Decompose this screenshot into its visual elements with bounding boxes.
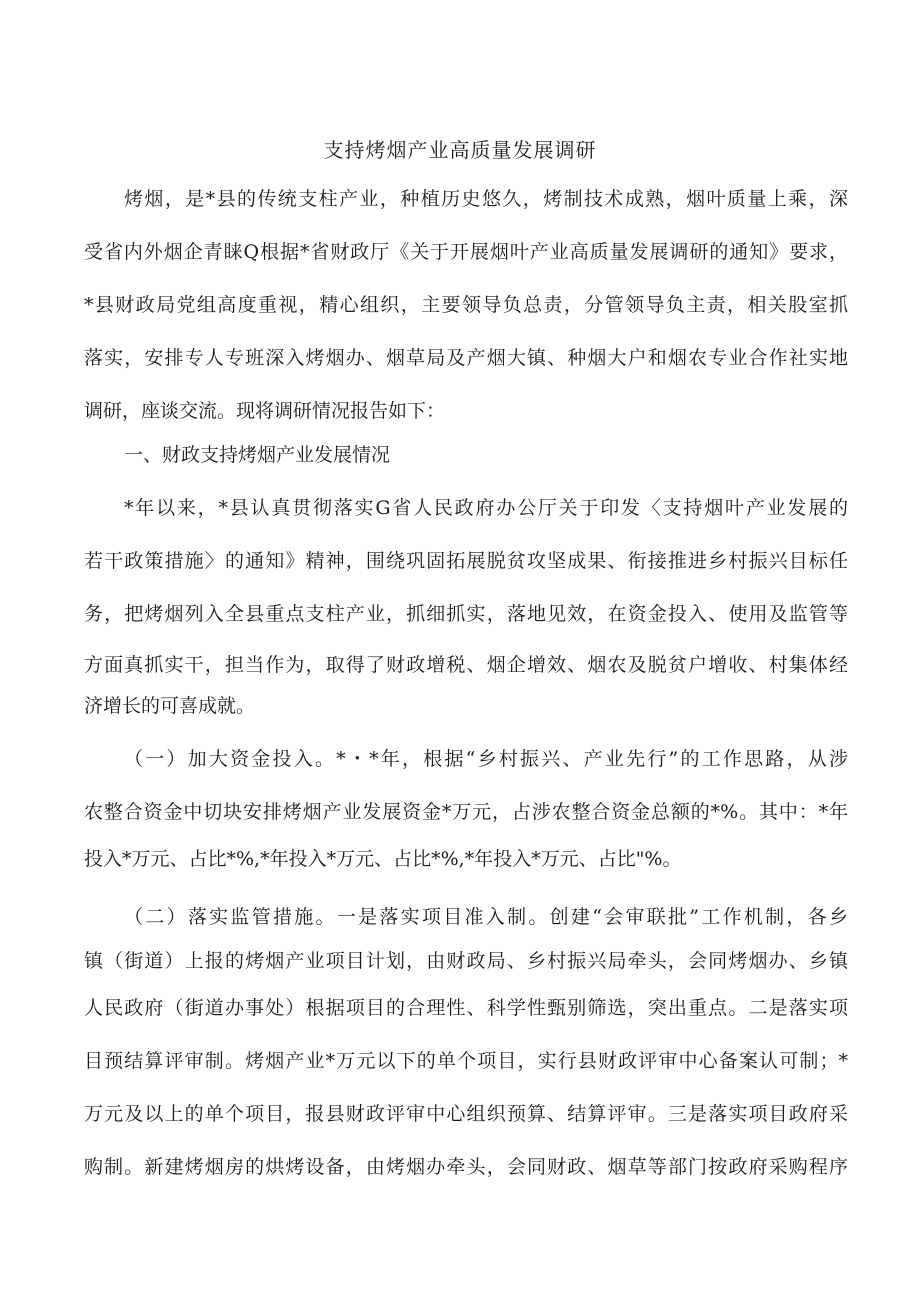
paragraph-line: 镇（街道）上报的烤烟产业项目计划，由财政局、乡村振兴局牵头，会同烤烟办、乡镇	[84, 950, 848, 972]
paragraph-line: *县财政局党组高度重视，精心组织，主要领导负总责，分管领导负主责，相关股室抓	[84, 294, 848, 316]
paragraph-line: 农整合资金中切块安排烤烟产业发展资金*万元，占涉农整合资金总额的*%。其中：*年	[84, 801, 848, 823]
section-heading: 一、财政支持烤烟产业发展情况	[124, 444, 391, 466]
paragraph-line: 方面真抓实干，担当作为，取得了财政增税、烟企增效、烟农及脱贫户增收、村集体经	[84, 654, 848, 676]
paragraph-line: 万元及以上的单个项目，报县财政评审中心组织预算、结算评审。三是落实项目政府采	[84, 1103, 848, 1125]
paragraph-line: 调研，座谈交流。现将调研情况报告如下：	[84, 400, 446, 422]
paragraph-line: *年以来，*县认真贯彻落实G省人民政府办公厅关于印发〈支持烟叶产业发展的	[124, 497, 848, 519]
paragraph-line: 人民政府（街道办事处）根据项目的合理性、科学性甄别筛选，突出重点。二是落实项	[84, 997, 848, 1019]
paragraph-line: 目预结算评审制。烤烟产业*万元以下的单个项目，实行县财政评审中心备案认可制；*	[84, 1050, 848, 1072]
paragraph-line: （一）加大资金投入。*・*年，根据“乡村振兴、产业先行”的工作思路，从涉	[124, 748, 848, 770]
paragraph-line: 落实，安排专人专班深入烤烟办、烟草局及产烟大镇、种烟大户和烟农专业合作社实地	[84, 347, 848, 369]
paragraph-line: 投入*万元、占比*%,*年投入*万元、占比*%,*年投入*万元、占比"%。	[84, 848, 682, 870]
paragraph-line: 烤烟，是*县的传统支柱产业，种植历史悠久，烤制技术成熟，烟叶质量上乘，深	[124, 188, 848, 210]
paragraph-line: （二）落实监管措施。一是落实项目准入制。创建“会审联批”工作机制，各乡	[124, 906, 848, 928]
paragraph-line: 受省内外烟企青睐Q根据*省财政厅《关于开展烟叶产业高质量发展调研的通知》要求，	[84, 241, 848, 263]
paragraph-line: 务，把烤烟列入全县重点支柱产业，抓细抓实，落地见效，在资金投入、使用及监管等	[84, 603, 848, 625]
paragraph-line: 若干政策措施〉的通知》精神，围绕巩固拓展脱贫攻坚成果、衔接推进乡村振兴目标任	[84, 550, 848, 572]
document-title: 支持烤烟产业高质量发展调研	[323, 138, 597, 162]
paragraph-line: 购制。新建烤烟房的烘烤设备，由烤烟办牵头，会同财政、烟草等部门按政府采购程序	[84, 1156, 848, 1178]
paragraph-line: 济增长的可喜成就。	[84, 695, 256, 717]
